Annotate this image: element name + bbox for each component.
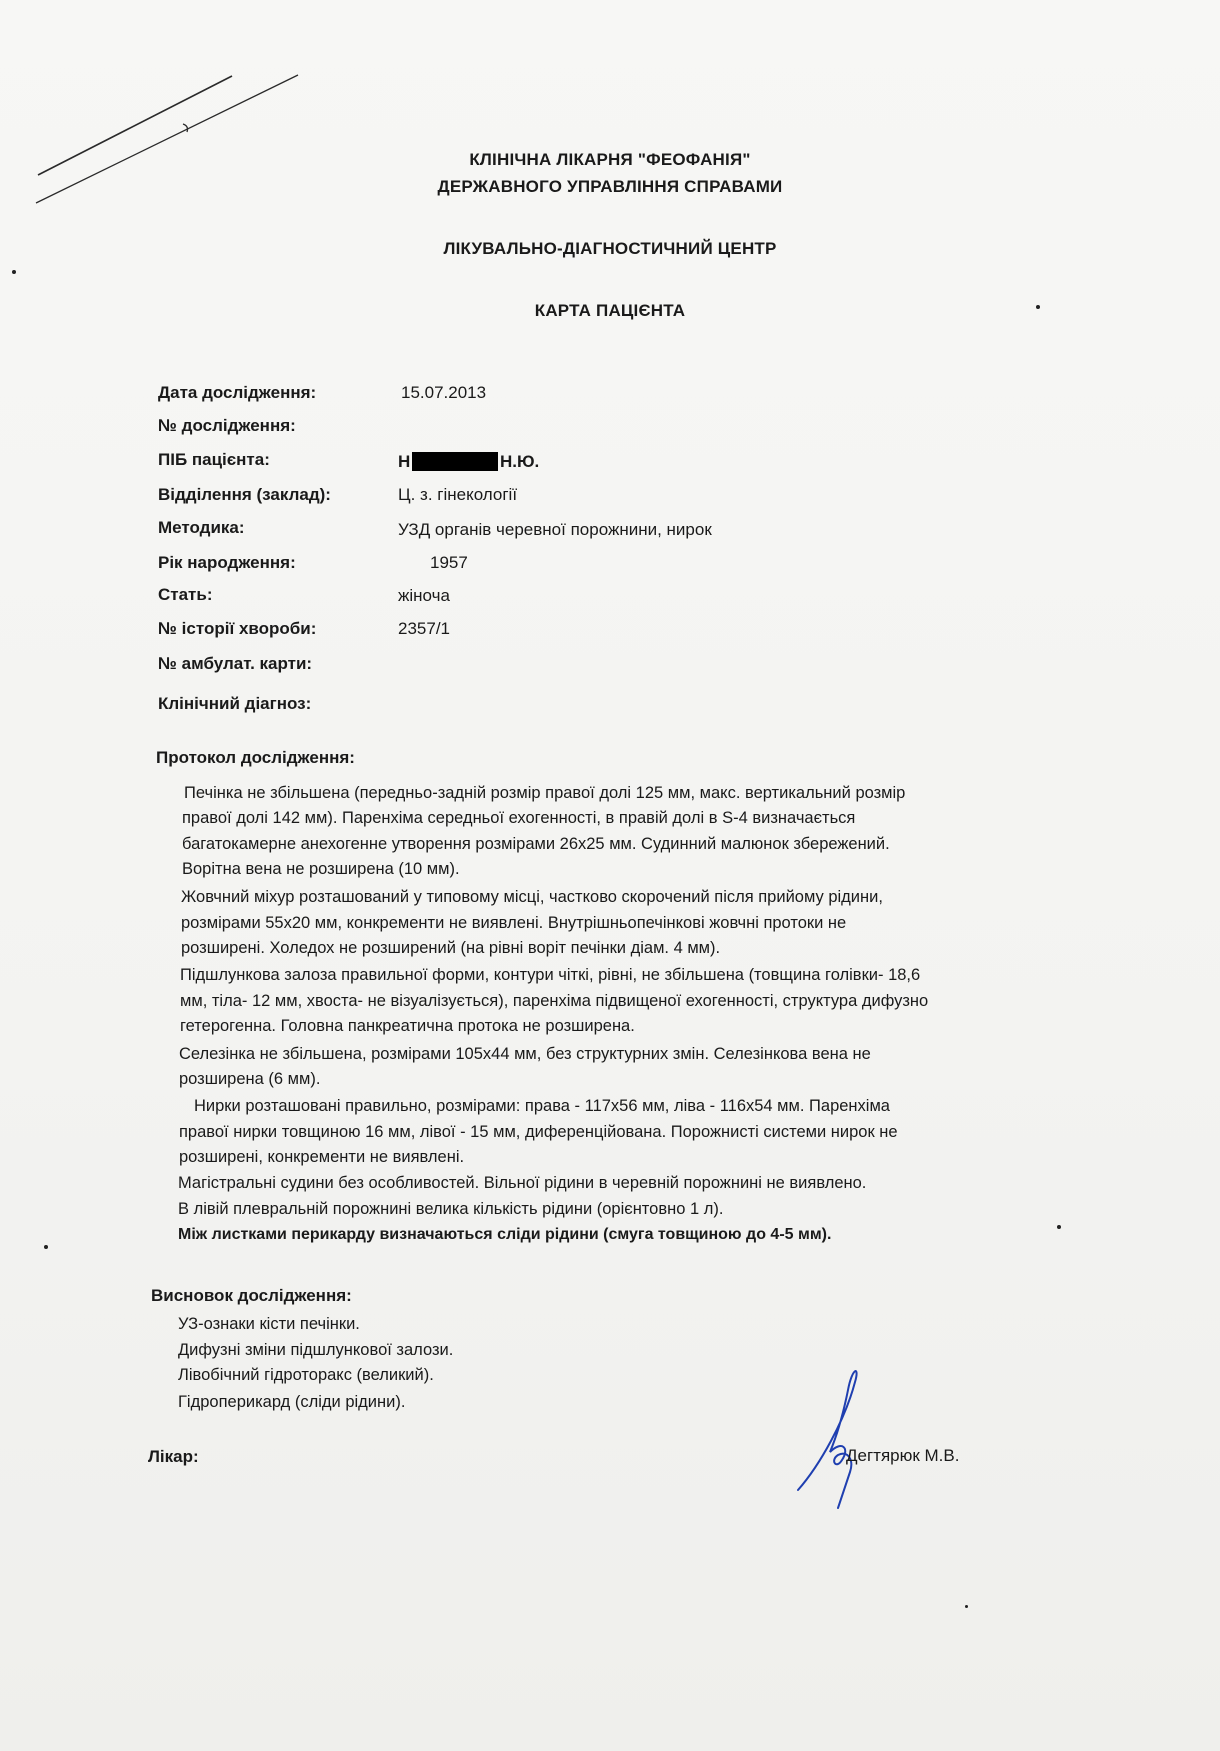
protocol-line: правої долі 142 мм). Паренхіма середньої ехогенності, в правій долі в S-4 визначається (182, 809, 856, 827)
doctor-name: Дегтярюк М.В. (846, 1446, 960, 1465)
protocol-line: Селезінка не збільшена, розмірами 105х44 мм, без структурних змін. Селезінкова вена не (179, 1045, 871, 1063)
doctor-label: Лікар: (148, 1447, 199, 1466)
document-title: КАРТА ПАЦІЄНТА (534, 301, 686, 320)
department-label: Відділення (заклад): (158, 485, 331, 504)
conclusion-line: УЗ-ознаки кісти печінки. (178, 1315, 360, 1333)
method-label: Методика: (158, 518, 245, 537)
patient-name-suffix: Н.Ю. (500, 452, 540, 471)
conclusion-line: Гідроперикард (сліди рідини). (178, 1393, 406, 1411)
protocol-line: Печінка не збільшена (передньо-задній розмір правої долі 125 мм, макс. вертикальний розмір (184, 784, 906, 802)
history-number-value: 2357/1 (398, 619, 450, 638)
method-value: УЗД органів черевної порожнини, нирок (398, 520, 712, 539)
conclusion-line: Дифузні зміни підшлункової залози. (178, 1341, 454, 1359)
protocol-line: Між листками перикарду визначаються сліди рідини (смуга товщиною до 4-5 мм). (178, 1226, 832, 1243)
protocol-line: Жовчний міхур розташований у типовому місці, частково скорочений після прийому рідини, (181, 888, 883, 906)
birth-year-label: Рік народження: (158, 553, 296, 572)
doctor-signature (790, 1360, 900, 1510)
date-label: Дата дослідження: (158, 383, 317, 402)
protocol-line: правої нирки товщиною 16 мм, лівої - 15 мм, диференційована. Порожнисті системи нирок не (179, 1123, 898, 1141)
study-number-label: № дослідження: (158, 416, 296, 435)
clinical-diagnosis-label: Клінічний діагноз: (158, 694, 312, 713)
department-value: Ц. з. гінекології (398, 485, 518, 504)
patient-name-prefix: Н (398, 452, 411, 471)
speck (965, 1605, 968, 1608)
date-value: 15.07.2013 (401, 383, 487, 402)
protocol-line: Ворітна вена не розширена (10 мм). (182, 860, 460, 878)
outpatient-card-label: № амбулат. карти: (158, 654, 313, 673)
redaction-bar (412, 452, 498, 471)
protocol-line: розширені, конкременти не виявлені. (179, 1148, 465, 1166)
protocol-line: багатокамерне анехогенне утворення розмірами 26х25 мм. Судинний малюнок збережений. (182, 835, 890, 853)
conclusion-line: Лівобічний гідроторакс (великий). (178, 1366, 434, 1384)
center-name: ЛІКУВАЛЬНО-ДІАГНОСТИЧНИЙ ЦЕНТР (443, 239, 777, 258)
speck (44, 1245, 48, 1249)
protocol-line: мм, тіла- 12 мм, хвоста- не візуалізується), паренхіма підвищеної ехогенності, структура дифузно (180, 992, 929, 1010)
speck (1057, 1225, 1061, 1229)
birth-year-value: 1957 (430, 553, 468, 572)
sex-label: Стать: (158, 585, 213, 604)
protocol-line: розмірами 55х20 мм, конкременти не виявлені. Внутрішньопечінкові жовчні протоки не (181, 914, 847, 932)
protocol-line: розширена (6 мм). (179, 1070, 321, 1088)
conclusion-title: Висновок дослідження: (151, 1286, 352, 1305)
protocol-line: розширені. Холедох не розширений (на рівні воріт печінки діам. 4 мм). (181, 939, 721, 957)
protocol-line: Підшлункова залоза правильної форми, контури чіткі, рівні, не збільшена (товщина голівки- 18,6 (180, 966, 921, 984)
protocol-line: Нирки розташовані правильно, розмірами: права - 117х56 мм, ліва - 116х54 мм. Паренхіма (194, 1097, 890, 1115)
protocol-line: В лівій плевральній порожнині велика кількість рідини (орієнтовно 1 л). (178, 1200, 724, 1218)
hospital-affiliation: ДЕРЖАВНОГО УПРАВЛІННЯ СПРАВАМИ (437, 177, 783, 196)
protocol-title: Протокол дослідження: (156, 748, 355, 767)
sex-value: жіноча (398, 586, 450, 605)
hospital-name: КЛІНІЧНА ЛІКАРНЯ "ФЕОФАНІЯ" (469, 150, 751, 169)
patient-name-label: ПІБ пацієнта: (158, 450, 270, 469)
protocol-line: гетерогенна. Головна панкреатична протока не розширена. (180, 1017, 635, 1035)
history-number-label: № історії хвороби: (158, 619, 317, 638)
speck (12, 270, 16, 274)
protocol-line: Магістральні судини без особливостей. Вільної рідини в черевній порожнині не виявлено. (178, 1174, 867, 1192)
